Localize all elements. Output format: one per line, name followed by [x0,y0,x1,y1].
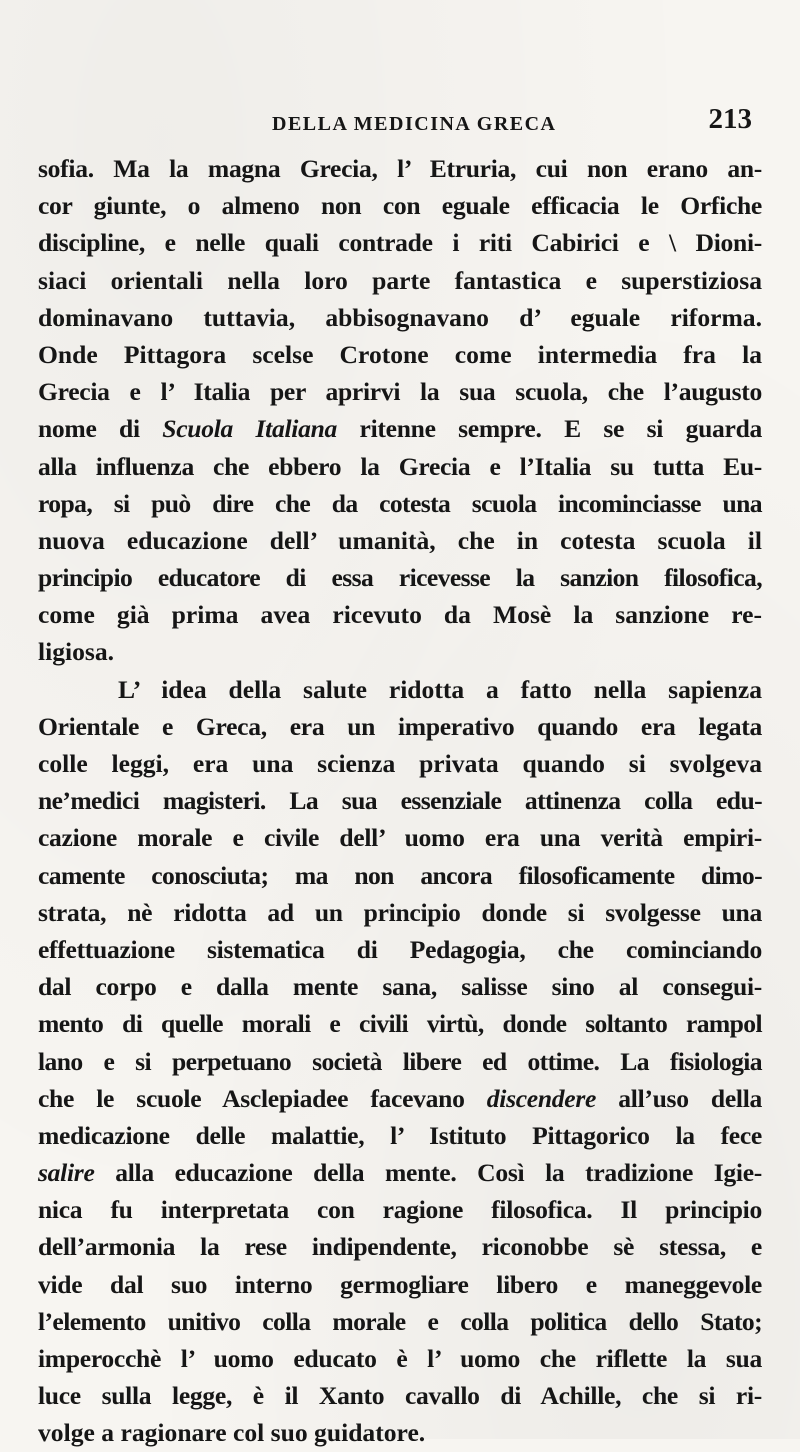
text-line: Grecia e l’ Italia per aprirvi la sua scuola, che l’augusto [38,377,762,407]
text-segment: alla educazione della mente. Così la tradizione Igie- [94,1158,762,1188]
text-segment: ritenne sempre. E se si guarda [337,414,762,444]
text-line: l’elemento unitivo colla morale e colla politica dello Stato; [38,1306,762,1336]
text-line: camente conosciuta; ma non ancora filosoficamente dimo- [38,860,762,890]
text-line: ligiosa. [38,637,115,667]
text-line: dominavano tuttavia, abbisognavano d’ eguale riforma. [38,302,762,332]
text-line: ropa, si può dire che da cotesta scuola incominciasse una [38,488,762,518]
text-line: lano e si perpetuano società libere ed ottime. La fisiologia [38,1046,762,1076]
text-line [38,1080,762,1117]
running-header [0,103,800,143]
text-line [38,410,762,447]
text-line: nica fu interpretata con ragione filosofica. Il principio [38,1195,762,1225]
text-line: siaci orientali nella loro parte fantastica e superstiziosa [38,265,762,295]
text-line: volge a ragionare col suo guidatore. [38,1418,426,1448]
text-segment: che le scuole Asclepiadee facevano [38,1083,487,1113]
text-line: dell’armonia la rese indipendente, riconobbe sè stessa, e [38,1232,762,1262]
text-line: luce sulla legge, è il Xanto cavallo di Achille, che si ri- [38,1381,762,1411]
running-title: DELLA MEDICINA GRECA [272,113,557,135]
text-line: effettuazione sistematica di Pedagogia, che cominciando [38,934,762,964]
text-line: ne’medici magisteri. La sua essenziale attinenza colla edu- [38,786,762,816]
text-line: vide dal suo interno germogliare libero e maneggevole [38,1269,762,1299]
text-line: imperocchè l’ uomo educato è l’ uomo che riflette la sua [38,1344,762,1373]
text-line: colle leggi, era una scienza privata quando si svolgeva [38,749,762,778]
paragraph-first-line: L’ idea della salute ridotta a fatto nella sapienza [118,674,762,704]
text-line: alla influenza che ebbero la Grecia e l’Italia su tutta Eu- [38,451,762,481]
text-line: cazione morale e civile dell’ uomo era una verità empiri- [38,823,762,853]
text-line: dal corpo e dalla mente sana, salisse sino al consegui- [38,972,762,1002]
text-line: nuova educazione dell’ umanità, che in cotesta scuola il [38,525,762,555]
text-line: cor giunte, o almeno non con eguale efficacia le Orfiche [38,191,762,221]
text-line: sofia. Ma la magna Grecia, l’ Etruria, cui non erano an- [38,154,762,183]
page-number: 213 [708,103,752,135]
italic-phrase: Scuola Italiana [162,414,338,444]
text-segment: nome di [38,414,163,444]
text-line: medicazione delle malattie, l’ Istituto Pittagorico la fece [38,1120,762,1150]
body-text [38,150,762,1452]
text-line: discipline, e nelle quali contrade i riti Cabirici e \ Dioni- [38,228,762,258]
text-segment: all’uso della [596,1083,763,1113]
text-line [38,1154,762,1191]
text-line: Onde Pittagora scelse Crotone come intermedia fra la [38,339,762,369]
text-line: come già prima avea ricevuto da Mosè la sanzione re- [38,600,762,630]
text-line: principio educatore di essa ricevesse la sanzion filosofica, [38,563,762,593]
text-line: Orientale e Greca, era un imperativo quando era legata [38,711,762,741]
text-line: strata, nè ridotta ad un principio donde si svolgesse una [38,897,762,927]
text-line: mento di quelle morali e civili virtù, donde soltanto rampol [38,1009,762,1039]
italic-phrase: salire [38,1158,95,1188]
italic-phrase: discendere [486,1083,597,1113]
